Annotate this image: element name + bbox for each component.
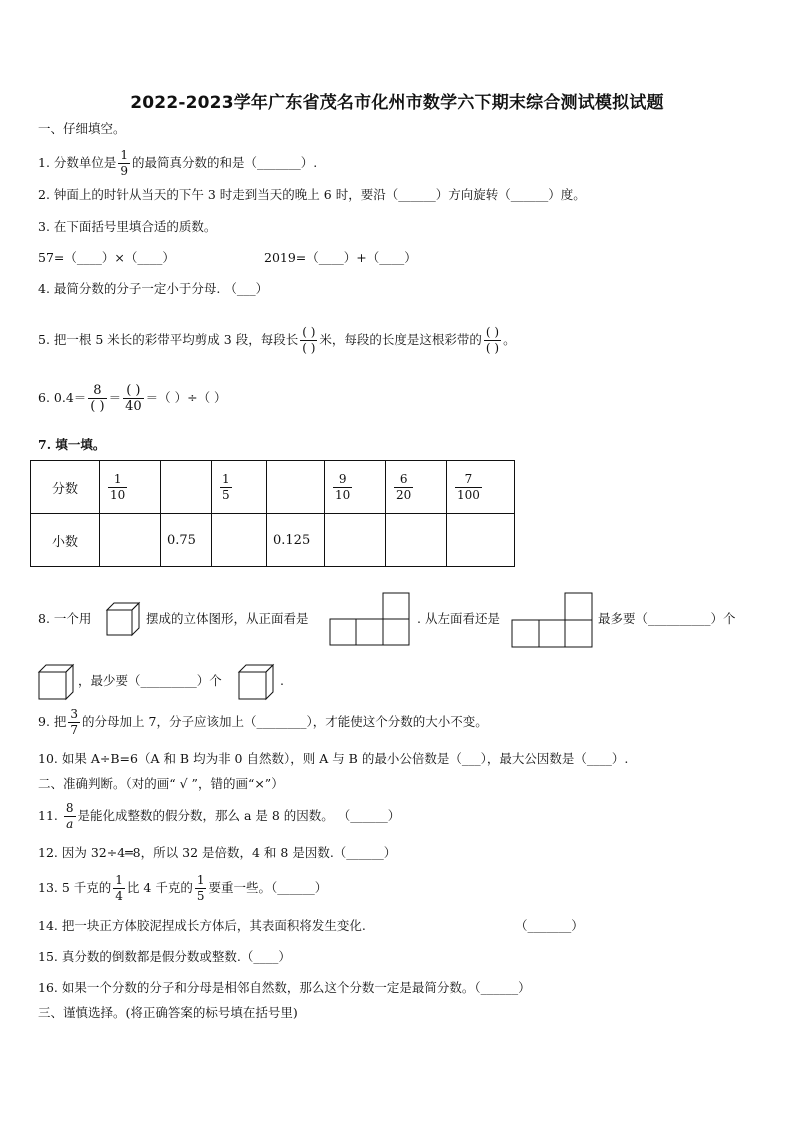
q5-part3: 。: [503, 332, 516, 347]
q7-frac5-num: 6: [399, 471, 408, 486]
q7-dec-cell: [100, 514, 161, 567]
q7-frac0-den: 10: [110, 487, 126, 502]
q13-frac2-den: 5: [196, 889, 205, 903]
q3-right-expression: 2019=（____）+（____）: [264, 250, 417, 265]
q7-dec-cell: [212, 514, 267, 567]
q7-table: [30, 460, 515, 567]
question-6: [38, 378, 227, 418]
q13-part3: 要重一些。（______）: [208, 880, 328, 895]
q13-frac1-num: 1: [115, 873, 123, 887]
section-2-heading: 二、准确判断。（对的画“ √ ”，错的画“×”）: [38, 776, 284, 791]
q6-fraction-2: [123, 383, 144, 414]
q7-frac2-den: 5: [222, 487, 230, 502]
front-view-figure: [329, 592, 411, 646]
q6-tail: （ ）÷（ ）: [158, 390, 227, 405]
q9-frac-den: 7: [70, 723, 79, 737]
question-14: 14. 把一块正方体胶泥捏成长方体后，其表面积将发生变化.: [38, 918, 366, 933]
q7-frac0-num: 1: [113, 471, 122, 486]
q7-frac2-num: 1: [222, 471, 230, 486]
section-1-heading: 一、仔细填空。: [38, 121, 126, 136]
q8-part1: 8. 一个用: [38, 611, 92, 626]
question-13: [38, 870, 327, 906]
question-16: 16. 如果一个分数的分子和分母是相邻自然数，那么这个分数一定是最简分数。（______）: [38, 980, 531, 995]
q7-dec-cell: [386, 514, 447, 567]
q7-frac4-den: 10: [335, 487, 351, 502]
q7-row2-head: 小数: [31, 514, 100, 567]
cube-icon: [238, 664, 274, 700]
cube-icon: [38, 664, 74, 700]
q6-frac2-den: 40: [125, 399, 142, 414]
q14-answer-blank: （_______）: [515, 918, 584, 933]
q7-dec-cell: [447, 514, 515, 567]
q7-frac-cell: [161, 461, 212, 514]
q13-fraction-1: [113, 873, 125, 904]
q9-fraction: [68, 707, 80, 738]
question-1: [38, 148, 317, 179]
q7-frac-cell: [386, 461, 447, 514]
q7-frac-cell: [325, 461, 386, 514]
q7-dec-cell: [325, 514, 386, 567]
q1-frac-den: 9: [120, 164, 129, 178]
q6-prefix: 6. 0.4＝: [38, 390, 87, 405]
q11-prefix: 11.: [38, 808, 62, 823]
q6-eq2: ＝: [145, 390, 159, 405]
q11-suffix: 是能化成整数的假分数，那么 a 是 8 的因数。 （______）: [77, 808, 401, 823]
q7-frac6-den: 100: [457, 487, 480, 502]
q7-frac5-den: 20: [396, 487, 412, 502]
q11-frac-den: a: [66, 817, 74, 831]
q7-frac6-num: 7: [464, 471, 473, 486]
q8-part6: .: [280, 673, 284, 688]
question-2: 2. 钟面上的时针从当天的下午 3 时走到当天的晚上 6 时，要沿（______）方向旋转（______）度。: [38, 187, 586, 202]
q5-frac2-den: ( ): [485, 341, 500, 355]
q7-frac-cell: [267, 461, 325, 514]
q8-part3: . 从左面看还是: [417, 611, 500, 626]
question-3: 3. 在下面括号里填合适的质数。: [38, 219, 217, 234]
q5-frac2-num: ( ): [485, 325, 500, 339]
q13-frac2-num: 1: [196, 873, 205, 887]
question-7-label: 7. 填一填。: [38, 437, 106, 452]
q9-frac-num: 3: [70, 707, 79, 721]
page-title: 2022-2023学年广东省茂名市化州市数学六下期末综合测试模拟试题: [130, 93, 664, 113]
question-4: 4. 最简分数的分子一定小于分母. （___）: [38, 281, 269, 296]
q7-dec-cell: 0.125: [267, 514, 325, 567]
q8-part5: ，最少要（_________）个: [78, 673, 222, 688]
q7-row1-head: 分数: [31, 461, 100, 514]
q1-prefix: 1. 分数单位是: [38, 155, 117, 170]
q5-frac1-den: ( ): [302, 341, 316, 355]
q5-part2: 米，每段的长度是这根彩带的: [319, 332, 482, 347]
q13-frac1-den: 4: [115, 889, 123, 903]
q11-frac-num: 8: [65, 801, 74, 815]
q3-left-expression: 57=（____）×（____）: [38, 250, 175, 265]
question-10: 10. 如果 A÷B=6（A 和 B 均为非 0 自然数），则 A 与 B 的最小公倍数是（___），最大公因数是（____）.: [38, 751, 629, 766]
q5-fraction-1: [300, 325, 317, 356]
question-12: 12. 因为 32÷4═8，所以 32 是倍数，4 和 8 是因数.（______）: [38, 845, 397, 860]
q7-frac4-num: 9: [338, 471, 347, 486]
q7-frac-cell: [100, 461, 161, 514]
section-3-heading: 三、谨慎选择。(将正确答案的标号填在括号里): [38, 1005, 298, 1020]
q8-part2: 摆成的立体图形，从正面看是: [146, 611, 309, 626]
question-5: [38, 320, 516, 360]
left-view-figure: [511, 592, 593, 648]
q6-frac1-num: 8: [93, 383, 102, 398]
q13-part1: 13. 5 千克的: [38, 880, 112, 895]
q7-row-fraction: [31, 461, 515, 514]
q7-row-decimal: [31, 514, 515, 567]
q6-frac1-den: ( ): [90, 399, 105, 414]
q7-dec-cell: 0.75: [161, 514, 212, 567]
question-15: 15. 真分数的倒数都是假分数或整数.（____）: [38, 949, 291, 964]
question-11: [38, 798, 400, 834]
q13-fraction-2: [195, 873, 207, 904]
q1-fraction: [118, 148, 130, 179]
q7-frac-cell: [212, 461, 267, 514]
cube-icon: [106, 602, 140, 636]
q6-fraction-1: [88, 383, 106, 414]
q7-frac-cell: [447, 461, 515, 514]
q5-frac1-num: ( ): [302, 325, 316, 339]
q9-prefix: 9. 把: [38, 714, 67, 729]
q6-eq1: ＝: [108, 390, 122, 405]
q1-frac-num: 1: [120, 148, 129, 162]
q5-fraction-2: [484, 325, 501, 356]
q6-frac2-num: ( ): [126, 383, 141, 398]
q13-part2: 比 4 千克的: [126, 880, 193, 895]
question-9: [38, 704, 488, 740]
q8-part4: 最多要（__________）个: [598, 611, 736, 626]
q5-part1: 5. 把一根 5 米长的彩带平均剪成 3 段，每段长: [38, 332, 299, 347]
q11-fraction: [64, 801, 76, 832]
q1-suffix: 的最简真分数的和是（_______）.: [132, 155, 318, 170]
q9-suffix: 的分母加上 7，分子应该加上（________），才能使这个分数的大小不变。: [82, 714, 488, 729]
